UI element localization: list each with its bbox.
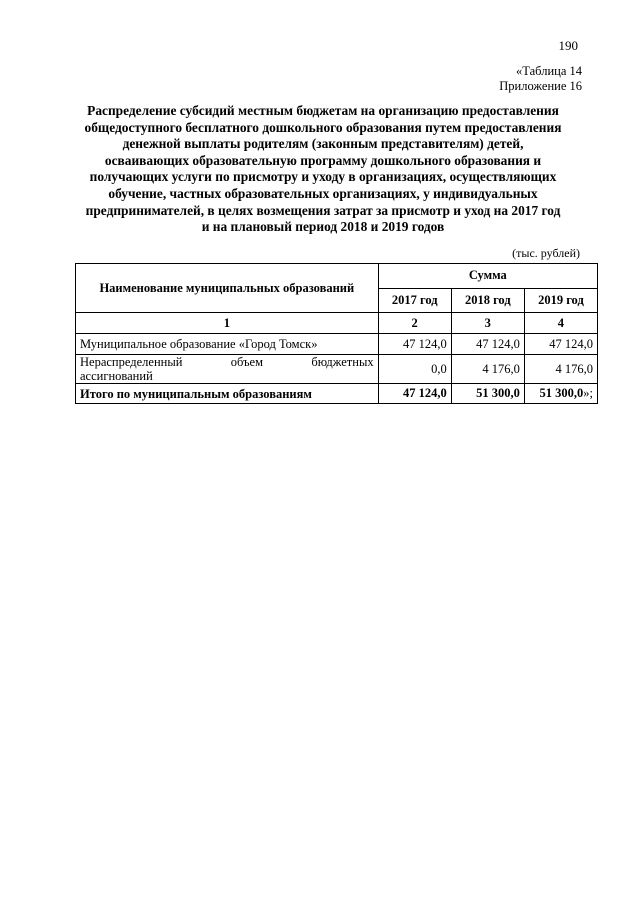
row-name-word: объем [230, 355, 263, 369]
total-value: 51 300,0 [451, 384, 524, 404]
table-label: «Таблица 14 [516, 64, 582, 78]
title-line: осваивающих образовательную программу дошкольного образования и [104, 152, 542, 168]
column-number: 4 [524, 313, 597, 334]
quote-close-mark: »; [583, 386, 593, 400]
column-header-year: 2018 год [451, 288, 524, 313]
table-row [76, 334, 598, 355]
total-name: Итого по муниципальным образованиям [76, 384, 379, 404]
column-header-sum: Сумма [378, 264, 597, 289]
title-line: получающих услуги по присмотру и уходу в организациях, осуществляющих [89, 169, 557, 185]
row-name-line1 [80, 355, 374, 369]
column-numbers-row [76, 313, 598, 334]
column-number: 3 [451, 313, 524, 334]
row-name [76, 355, 379, 384]
appendix-label: Приложение 16 [499, 79, 582, 93]
total-row [76, 384, 598, 404]
row-value: 4 176,0 [451, 355, 524, 384]
table-header-row [76, 264, 598, 289]
column-header-year: 2019 год [524, 288, 597, 313]
row-value: 47 124,0 [378, 334, 451, 355]
total-value: 51 300,0 [539, 386, 584, 400]
row-value: 4 176,0 [524, 355, 597, 384]
row-name-word: бюджетных [311, 355, 374, 369]
title-line: и на плановый период 2018 и 2019 годов [201, 219, 445, 235]
title-line: предпринимателей, в целях возмещения затрат за присмотр и уход на 2017 год [85, 202, 561, 218]
row-value: 47 124,0 [451, 334, 524, 355]
title-line: Распределение субсидий местным бюджетам на организацию предоставления [87, 103, 559, 118]
title-line: общедоступного бесплатного дошкольного образования путем предоставления [84, 119, 562, 135]
table-row [76, 355, 598, 384]
document-title [68, 103, 578, 236]
row-name-word: Нераспределенный [80, 355, 183, 369]
row-name-line2: ассигнований [80, 369, 153, 383]
page-number: 190 [558, 38, 578, 53]
row-value: 0,0 [378, 355, 451, 384]
row-name: Муниципальное образование «Город Томск» [76, 334, 379, 355]
column-number: 1 [76, 313, 379, 334]
subsidy-table [75, 263, 598, 404]
units-label: (тыс. рублей) [512, 246, 580, 260]
total-value: 47 124,0 [378, 384, 451, 404]
column-number: 2 [378, 313, 451, 334]
title-line: денежной выплаты родителям (законным представителям) детей, [122, 136, 524, 152]
title-line: обучение, частных образовательных организациях, у индивидуальных [108, 185, 538, 201]
column-header-name: Наименование муниципальных образований [76, 264, 379, 313]
column-header-year: 2017 год [378, 288, 451, 313]
total-value-last [524, 384, 597, 404]
row-value: 47 124,0 [524, 334, 597, 355]
appendix-header [499, 64, 582, 94]
